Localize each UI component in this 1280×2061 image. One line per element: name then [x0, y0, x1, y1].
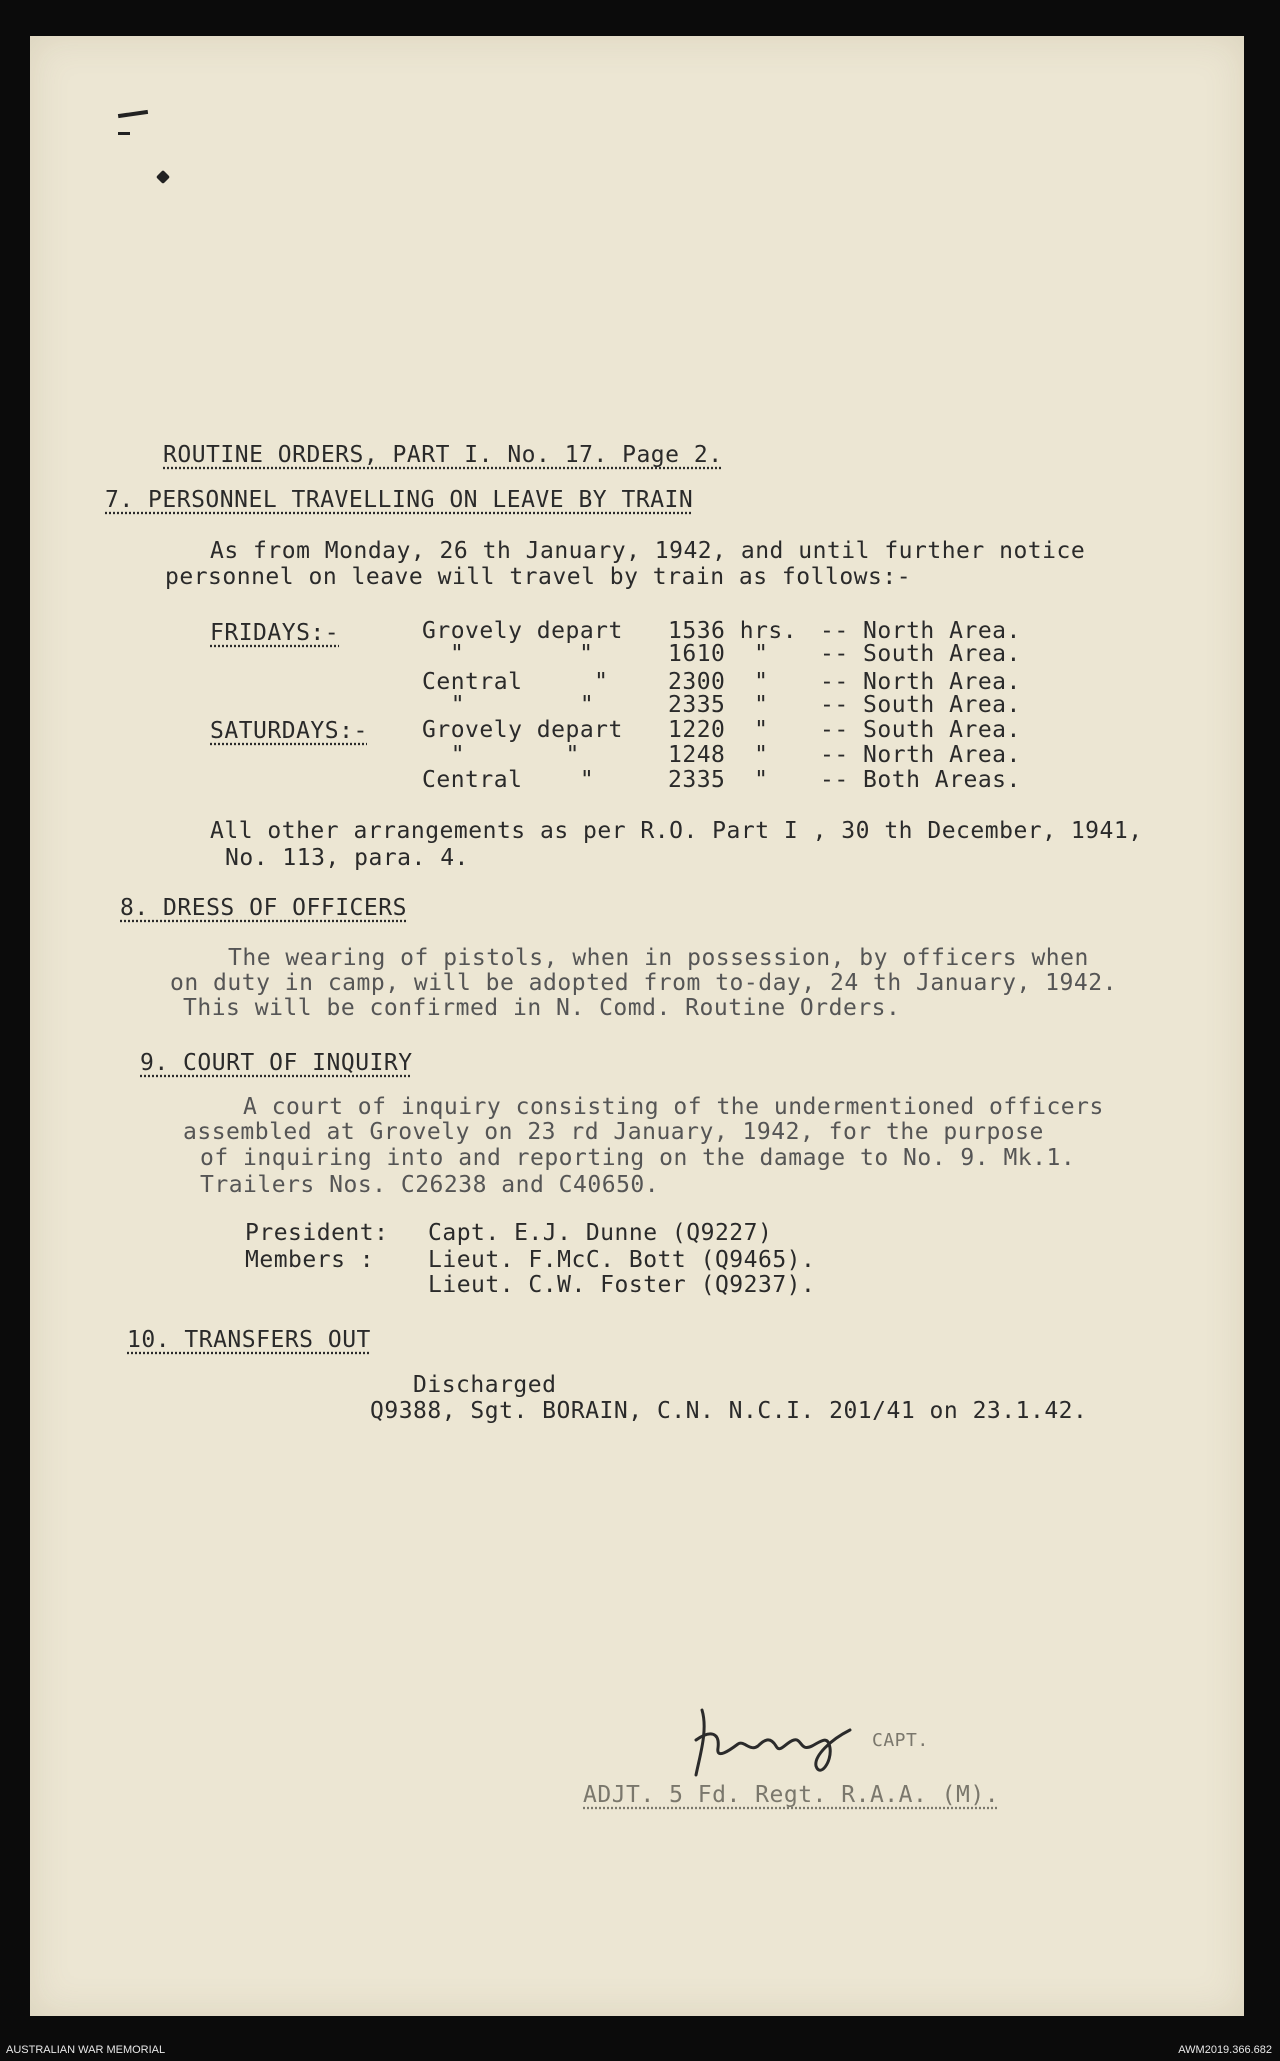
section-7-note: No. 113, para. 4. [225, 845, 469, 871]
train-time: 2300 " [668, 669, 769, 695]
section-8-title: 8. DRESS OF OFFICERS [120, 895, 407, 921]
section-9-title: 9. COURT OF INQUIRY [140, 1050, 413, 1076]
fridays-label: FRIDAYS:- [210, 620, 340, 646]
ink-mark [118, 132, 130, 135]
members-label: Members : [245, 1247, 375, 1273]
train-destination: -- North Area. [820, 742, 1021, 768]
signature-rank: CAPT. [872, 1730, 929, 1751]
section-10-entry: Q9388, Sgt. BORAIN, C.N. N.C.I. 201/41 on 23.1.42. [370, 1398, 1088, 1424]
train-destination: -- North Area. [820, 618, 1021, 644]
section-9-body: of inquiring into and reporting on the damage to No. 9. Mk.1. [200, 1145, 1076, 1171]
train-station: " " [422, 742, 580, 768]
footer-accession-number: AWM2019.366.682 [1178, 2044, 1272, 2056]
signature-title: ADJT. 5 Fd. Regt. R.A.A. (M). [583, 1782, 1000, 1808]
train-station: " " [422, 692, 595, 718]
section-7-title: 7. PERSONNEL TRAVELLING ON LEAVE BY TRAIN [105, 487, 694, 513]
section-9-body: Trailers Nos. C26238 and C40650. [200, 1172, 660, 1198]
train-time: 2335 " [668, 692, 769, 718]
section-7-note: All other arrangements as per R.O. Part I , 30 th December, 1941, [210, 818, 1143, 844]
train-time: 1220 " [668, 717, 769, 743]
train-destination: -- Both Areas. [820, 767, 1021, 793]
section-8-body: on duty in camp, will be adopted from to-day, 24 th January, 1942. [170, 970, 1117, 996]
section-7-intro: As from Monday, 26 th January, 1942, and until further notice [210, 538, 1086, 564]
section-9-body: A court of inquiry consisting of the undermentioned officers [243, 1094, 1104, 1120]
section-10-subtitle: Discharged [413, 1372, 557, 1398]
section-7-intro: personnel on leave will travel by train as follows:- [165, 564, 912, 590]
train-destination: -- South Area. [820, 641, 1021, 667]
member-name: Lieut. F.McC. Bott (Q9465). [428, 1247, 816, 1273]
train-destination: -- North Area. [820, 669, 1021, 695]
train-time: 1610 " [668, 641, 769, 667]
page-header: ROUTINE ORDERS, PART I. No. 17. Page 2. [163, 442, 723, 468]
handwritten-signature [690, 1700, 860, 1780]
section-8-body: This will be confirmed in N. Comd. Routine Orders. [183, 995, 901, 1021]
train-time: 1248 " [668, 742, 769, 768]
train-station: " " [450, 641, 594, 667]
train-time: 2335 " [668, 767, 769, 793]
member-name: Lieut. C.W. Foster (Q9237). [428, 1272, 816, 1298]
president-label: President: [245, 1220, 389, 1246]
saturdays-label: SATURDAYS:- [210, 718, 368, 744]
document-page [30, 36, 1244, 2016]
section-8-body: The wearing of pistols, when in possession, by officers when [228, 945, 1089, 971]
train-station: Grovely depart [422, 618, 623, 644]
train-destination: -- South Area. [820, 717, 1021, 743]
footer-credit: AUSTRALIAN WAR MEMORIAL [6, 2044, 166, 2056]
section-10-title: 10. TRANSFERS OUT [127, 1327, 371, 1353]
president-name: Capt. E.J. Dunne (Q9227) [428, 1220, 773, 1246]
train-destination: -- South Area. [820, 692, 1021, 718]
train-station: Central " [422, 669, 609, 695]
train-station: Grovely depart [422, 717, 623, 743]
section-9-body: assembled at Grovely on 23 rd January, 1942, for the purpose [183, 1119, 1044, 1145]
train-station: Central " [422, 767, 595, 793]
train-time: 1536 hrs. [668, 618, 798, 644]
